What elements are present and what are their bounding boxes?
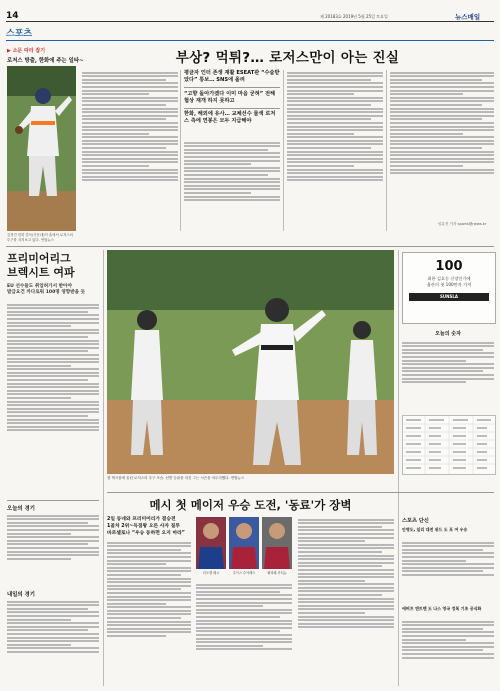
column-divider [180,70,181,231]
main-photo-caption: 첫 게시물에 올린 로저스의 투구 모습. 선발 등판을 마친 그는 시즌을 마무리했다. 연합뉴스 [107,476,245,480]
bottom-body-col-3 [298,517,394,685]
ad-line-1: 최한 김호동 신장인가에 [427,276,471,281]
ceremonial-pitch-illustration [107,250,394,474]
ad-line-2: 울산의 첫 100만자 가져 [426,282,472,287]
main-body-col-1 [82,70,178,231]
player-photos [196,517,292,577]
score-table-grid [403,416,495,474]
horizontal-rule [6,246,494,247]
teaser-subtitles [7,284,99,297]
brief-2-body [402,619,494,685]
right-notes-body [402,340,494,410]
teaser-body [7,302,99,494]
page-number: 14 [6,11,19,21]
horizontal-rule [107,492,494,493]
bottom-subhead-3: 바르셀로나 “우승 동하면 오지 마라” [107,530,185,536]
left-subhead: 로저스 방출, 한화에 주는 일타~ [7,58,84,64]
notice-2-body [7,599,99,685]
notice-2-label: 내일의 경기 [7,592,35,598]
column-divider [386,70,387,231]
main-headline: 부상? 먹튀?… 로저스만이 아는 진실 [175,50,400,66]
section-title: 스포츠 [6,29,33,39]
pullquote-3: 한화, 해외에 유사… 교체선수 물색 로저스 측에 연봉은 모두 지급해야 [184,111,276,125]
teaser-sub-1: EU 선수들도 취업허가서 받아야 [7,284,72,289]
main-byline: 임유진 기자 sports@news.kr [438,222,487,226]
teaser-title [7,252,75,280]
pitcher-illustration [7,66,76,231]
teaser-title-line-2: 브렉시트 여파 [7,266,75,279]
pullquote-1: 평균자 인터 존생 재활 ESEAT관 “수술받았다” 통보… SNS에 올려 [184,70,280,83]
ad-brand: SUNSLA [439,294,458,299]
section-rule [6,40,494,41]
brief-1-title: 안병도, 일리 대전 위드 도 포 여 우승 [402,527,468,532]
score-table [402,415,496,475]
issue-info: 제 20183호 2019년 5월 25일 토요일 [320,14,388,19]
main-body-col-2 [184,140,280,231]
brief-2-title: 애버프 엔트맨 도 나스 영국 정복 기초 공식화 [402,606,482,611]
bottom-body-col-2 [196,582,292,685]
ad-brand-bar [409,293,489,301]
player-caption-1: 리오넬 메시 [202,571,220,575]
publication-logo: 뉴스매일 [455,13,481,21]
player-photo-1 [196,517,226,569]
horizontal-rule [7,500,99,501]
player-photo-3 [262,517,292,569]
main-story-photo [107,250,394,474]
bottom-headline: 메시 첫 메이저 우승 도전, '동료'가 장벽 [149,498,352,512]
pullquote-2: “고향 돌아가겠다 이미 마음 굳혀” 전해 협상 재개 하지 못하고 [184,90,276,104]
right-notes-title: 오늘의 숫자 [435,331,461,337]
bottom-body-col-1 [107,540,191,685]
kicker-label: ▶ 소문 따라 잡기 [7,48,46,54]
notice-1-label: 오늘의 경기 [7,506,35,512]
pullquote-box [184,70,280,125]
left-photo-caption: 김경진 한화 감독(가운데)이 홈에서 로저스의 투구를 지켜보고 있다. 연합뉴스 [7,233,73,242]
header-rule [6,21,494,22]
main-body-col-3 [287,70,383,231]
player-caption-2: 루이스 수아레스 [232,571,256,575]
kicker-text: 소문 따라 잡기 [12,48,46,54]
ad-number: 100 [435,259,463,274]
teaser-title-line-1: 프리미어리그 [7,252,71,265]
brief-1-body [402,540,494,600]
column-divider [283,70,284,231]
pitcher-photo [7,66,76,231]
bottom-subhead-1: 2일 동네와 프리미어리가 결승전 [107,517,176,522]
column-divider [398,250,399,686]
ad-box [402,252,496,324]
player-photo-2 [229,517,259,569]
bottom-subhead-2: 1골차 2위~득점왕 오른 사자 질투 [107,523,180,529]
column-divider [103,250,104,686]
notice-1-body [7,513,99,585]
briefs-title: 스포츠 단신 [402,518,429,524]
player-caption-3: 필리페 쿠티뉴 [267,571,287,575]
teaser-sub-2: 발급요건 까다로워 100명 영향받을 듯 [7,290,86,296]
bottom-subheads [107,517,191,537]
main-body-col-4 [390,70,494,231]
